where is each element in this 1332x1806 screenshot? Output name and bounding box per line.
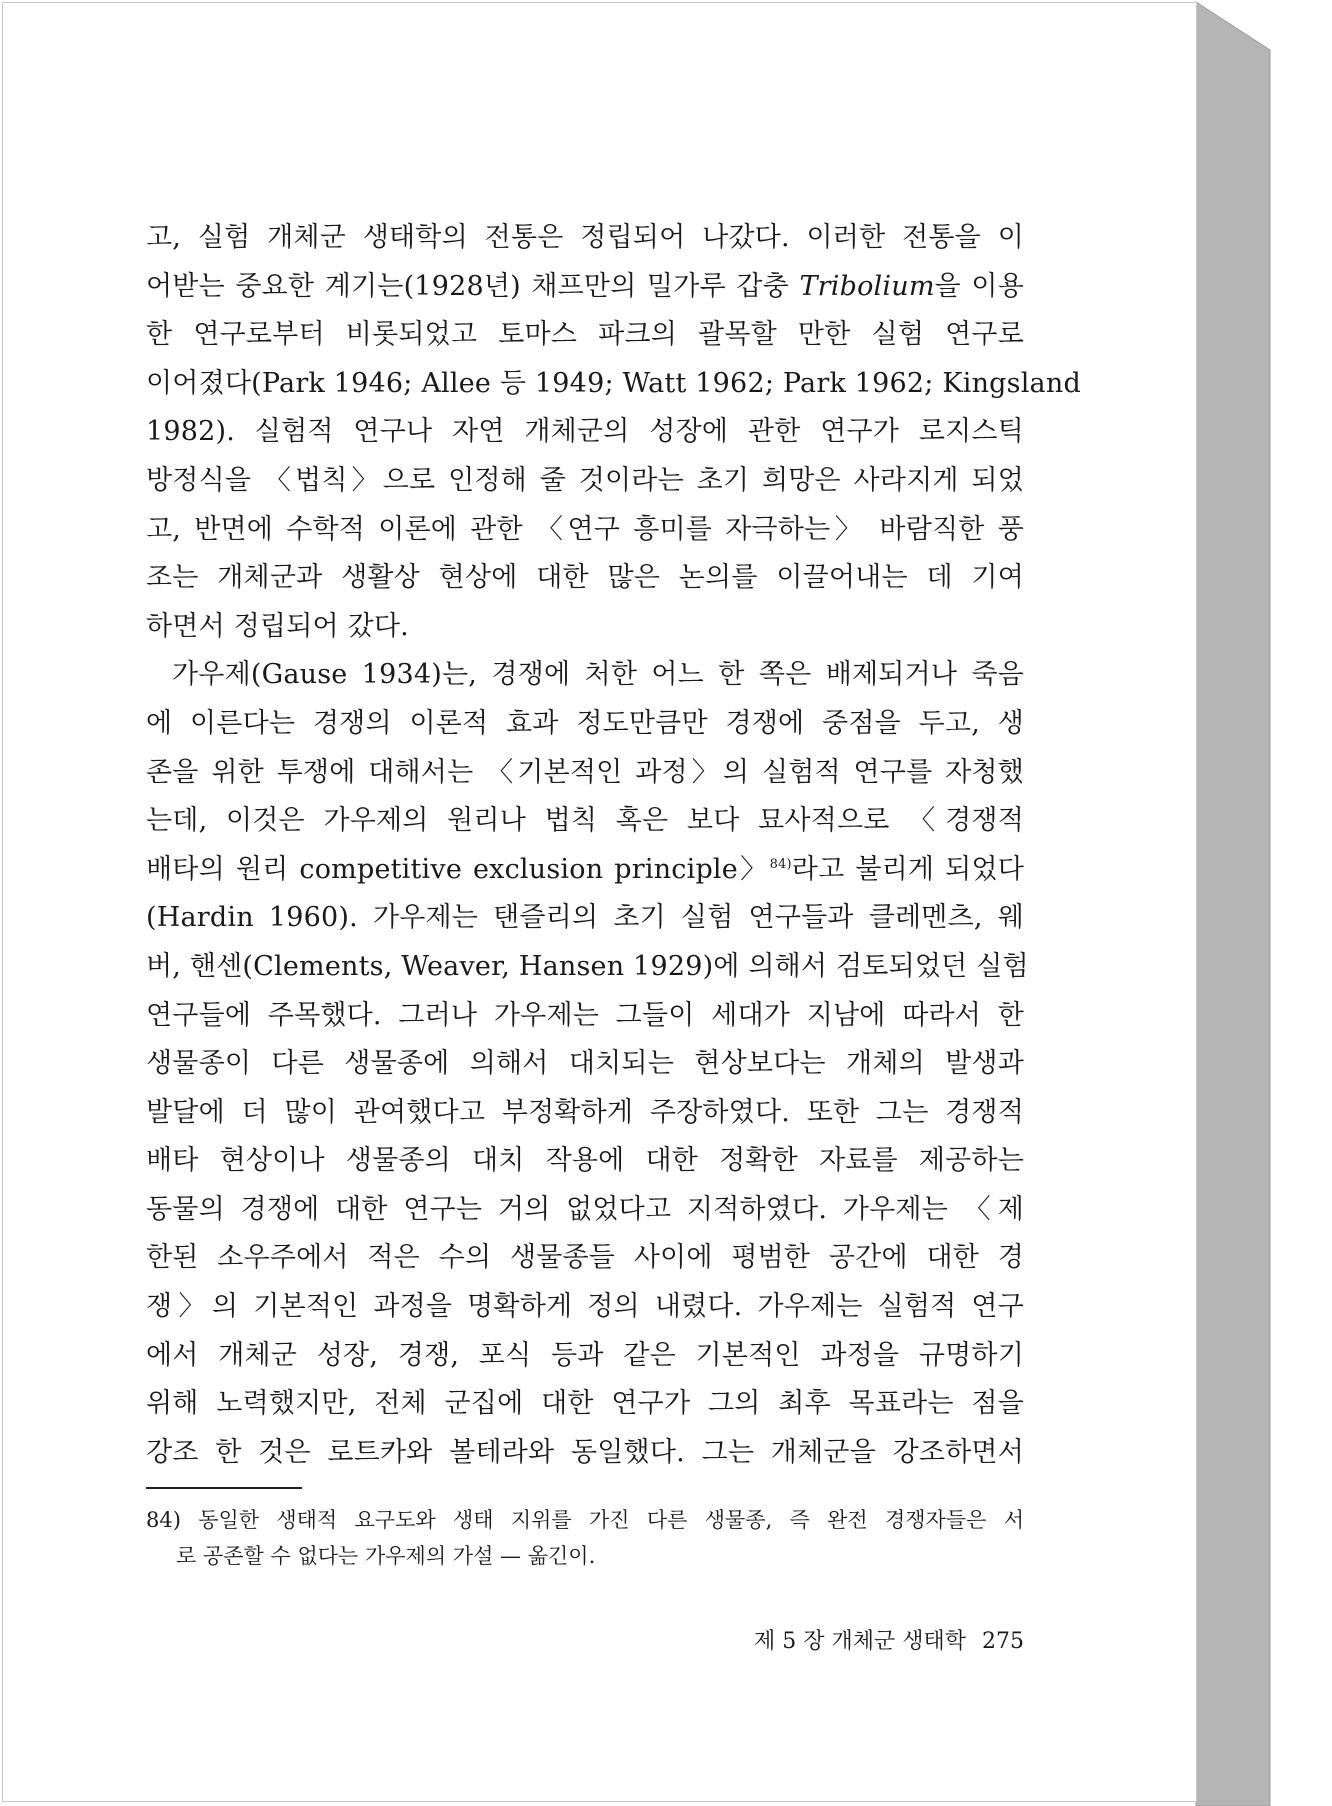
footnote-line: 로 공존할 수 없다는 가우제의 가설 — 옮긴이. [176, 1544, 596, 1568]
text-line: 생물종이 다른 생물종에 의해서 대치되는 현상보다는 개체의 발생과 [146, 1048, 1024, 1080]
text-line [146, 846, 1024, 895]
text-line: 한된 소우주에서 적은 수의 생물종들 사이에 평범한 공간에 대한 경 [146, 1242, 1024, 1274]
text-line: 강조 한 것은 로트카와 볼테라와 동일했다. 그는 개체군을 강조하면서 [146, 1436, 1024, 1468]
text-line: 한 연구로부터 비롯되었고 토마스 파크의 괄목할 만한 실험 연구로 [146, 319, 1024, 351]
main-text [146, 214, 1081, 1477]
footnote-ref: 84) [769, 856, 792, 872]
running-footer [754, 1624, 1024, 1655]
text-line: 방정식을 〈법칙〉으로 인정해 줄 것이라는 초기 희망은 사라지게 되었 [146, 464, 1024, 496]
text-line: 고, 반면에 수학적 이론에 관한 〈연구 흥미를 자극하는〉 바람직한 풍 [146, 513, 1024, 545]
text-line: 에서 개체군 성장, 경쟁, 포식 등과 같은 기본적인 과정을 규명하기 [146, 1339, 1024, 1371]
text-line: 쟁〉의 기본적인 과정을 명확하게 정의 내렸다. 가우제는 실험적 연구 [146, 1291, 1024, 1323]
text-line: 동물의 경쟁에 대한 연구는 거의 없었다고 지적하였다. 가우제는 〈제 [146, 1193, 1024, 1225]
text-line: 1982). 실험적 연구나 자연 개체군의 성장에 관한 연구가 로지스틱 [146, 416, 1024, 448]
chapter-title: 제 5 장 개체군 생태학 [754, 1629, 966, 1654]
text-line: 는데, 이것은 가우제의 원리나 법칙 혹은 보다 묘사적으로 〈경쟁적 [146, 805, 1024, 837]
text-line: 고, 실험 개체군 생태학의 전통은 정립되어 나갔다. 이러한 전통을 이 [146, 222, 1024, 253]
text-segment: 라고 불리게 되었다 [791, 853, 1025, 885]
text-line: 에 이른다는 경쟁의 이론적 효과 정도만큼만 경쟁에 중점을 두고, 생 [146, 707, 1024, 739]
footnote [146, 1502, 1024, 1574]
text-segment: 어받는 중요한 계기는(1928년) 채프만의 밀가루 갑충 [146, 270, 789, 302]
paragraph-2 [146, 651, 1029, 1477]
text-segment: 배타의 원리 competitive exclusion principle〉 [146, 853, 770, 885]
footnote-divider [146, 1487, 302, 1489]
paragraph-1 [146, 214, 1081, 651]
text-line: 하면서 정립되어 갔다. [146, 610, 409, 642]
text-line: 가우제(Gause 1934)는, 경쟁에 처한 어느 한 쪽은 배제되거나 죽음 [172, 659, 1024, 691]
text-line [146, 263, 1024, 312]
text-line: 조는 개체군과 생활상 현상에 대한 많은 논의를 이끌어내는 데 기여 [146, 562, 1024, 594]
text-line: (Hardin 1960). 가우제는 탠즐리의 초기 실험 연구들과 클레멘츠, 웨 [146, 902, 1024, 934]
footnote-line: 84) 동일한 생태적 요구도와 생태 지위를 가진 다른 생물종, 즉 완전 경쟁자들은 서 [146, 1508, 1024, 1532]
text-segment: 을 이용 [934, 270, 1024, 302]
text-line: 위해 노력했지만, 전체 군집에 대한 연구가 그의 최후 목표라는 점을 [146, 1388, 1024, 1420]
text-line: 이어졌다(Park 1946; Allee 등 1949; Watt 1962; Park 1962; Kingsland [146, 367, 1081, 399]
page-number: 275 [982, 1629, 1024, 1654]
text-line: 발달에 더 많이 관여했다고 부정확하게 주장하였다. 또한 그는 경쟁적 [146, 1096, 1024, 1128]
text-line: 버, 핸센(Clements, Weaver, Hansen 1929)에 의해서 검토되었던 실험 [146, 950, 1029, 982]
text-line: 존을 위한 투쟁에 대해서는 〈기본적인 과정〉의 실험적 연구를 자청했 [146, 756, 1024, 788]
text-line: 배타 현상이나 생물종의 대치 작용에 대한 정확한 자료를 제공하는 [146, 1145, 1024, 1177]
text-line: 연구들에 주목했다. 그러나 가우제는 그들이 세대가 지남에 따라서 한 [146, 999, 1024, 1031]
italic-term: Tribolium [799, 270, 935, 302]
